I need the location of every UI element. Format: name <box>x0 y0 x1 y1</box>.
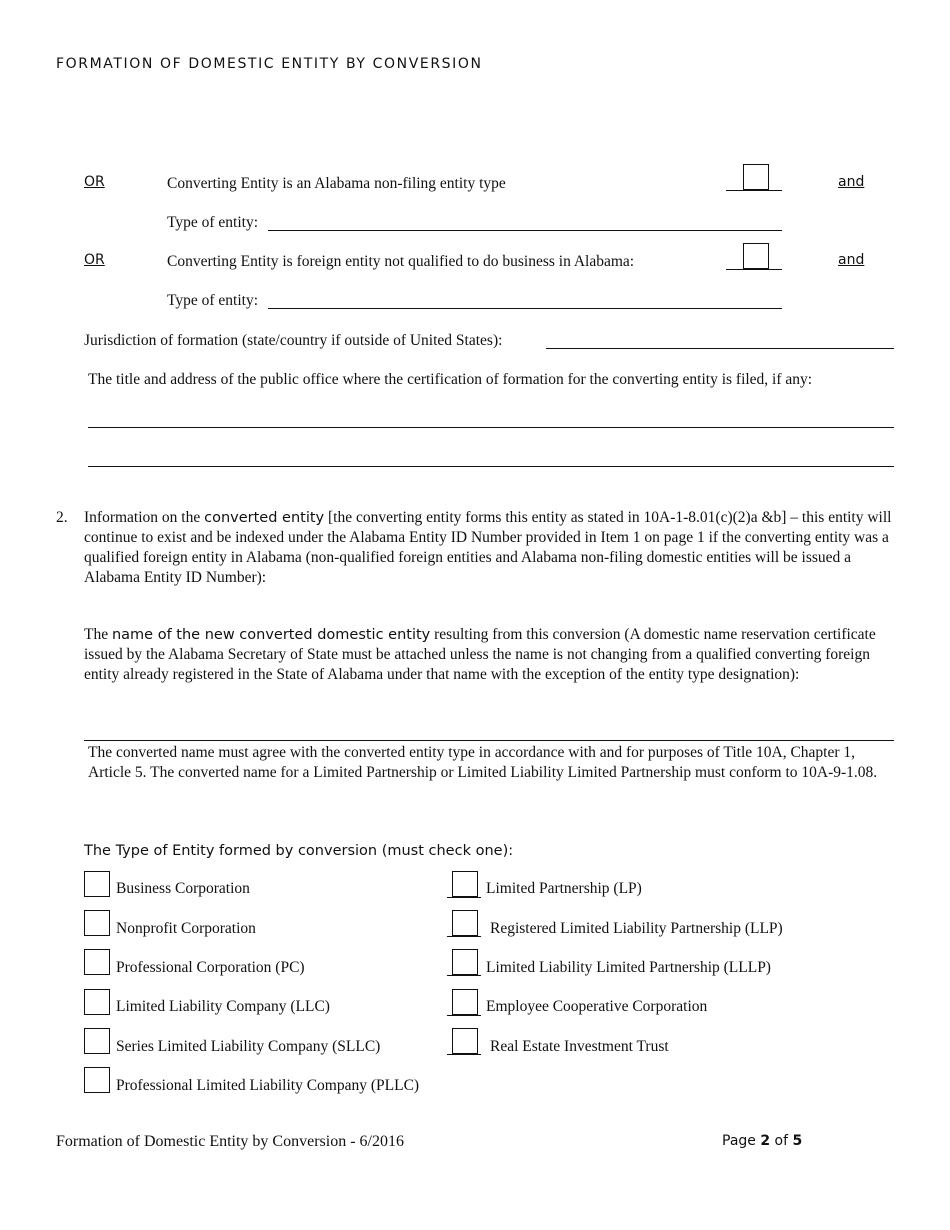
type-of-entity-field-a[interactable] <box>268 230 782 231</box>
public-office-field-line-2[interactable] <box>88 466 894 467</box>
new-name-emphasis: name of the new converted domestic entity <box>111 627 431 643</box>
lllp-checkbox-underline <box>447 975 481 976</box>
of-word: of <box>770 1133 793 1149</box>
llp-label: Registered Limited Liability Partnership (LLP) <box>490 920 783 937</box>
llc-label: Limited Liability Company (LLC) <box>116 998 330 1015</box>
converted-entity-info-paragraph <box>84 508 896 588</box>
lllp-label: Limited Liability Limited Partnership (LLLP) <box>486 959 771 976</box>
lp-checkbox-underline <box>447 897 481 898</box>
public-office-label: The title and address of the public office where the certification of formation for the converting entity is filed, if any: <box>88 371 813 388</box>
name-requirement-note: The converted name must agree with the converted entity type in accordance with and for purposes of Title 10A, Chapter 1, Article 5. The converted name for a Limited Partnership or Limited Liability Limited Partnership must conform to 10A-9-1.08. <box>88 744 878 781</box>
intro-post: [the converting entity forms this entity as stated in 10A-1-8.01(c)(2)a &b] – this entity will continue to exist and be indexed under the Alabama Entity ID Number provided in Item 1 on page 1 if the converting entity was a qualified foreign entity in Alabama (non-qualified foreign entities and Alabama non-filing domestic entities will be issued a Alabama Entity ID Number): <box>84 509 892 586</box>
entity-type-heading: The Type of Entity formed by conversion (must check one): <box>84 843 514 859</box>
business-corporation-label: Business Corporation <box>116 880 250 897</box>
sllc-label: Series Limited Liability Company (SLLC) <box>116 1038 381 1055</box>
nonprofit-corporation-label: Nonprofit Corporation <box>116 920 256 937</box>
foreign-checkbox-underline <box>726 269 782 270</box>
foreign-entity-checkbox[interactable] <box>743 243 769 269</box>
jurisdiction-field[interactable] <box>546 348 894 349</box>
or-label-a: OR <box>84 174 105 190</box>
pllc-checkbox[interactable] <box>84 1067 110 1093</box>
professional-corporation-checkbox[interactable] <box>84 949 110 975</box>
reit-label: Real Estate Investment Trust <box>490 1038 669 1055</box>
lp-label: Limited Partnership (LP) <box>486 880 642 897</box>
professional-corporation-label: Professional Corporation (PC) <box>116 959 305 976</box>
and-label-b: and <box>838 252 865 268</box>
total-pages: 5 <box>792 1133 803 1149</box>
pllc-label: Professional Limited Liability Company (PLLC) <box>116 1077 420 1094</box>
lp-checkbox[interactable] <box>452 871 478 897</box>
current-page: 2 <box>760 1133 771 1149</box>
nonprofit-corporation-checkbox[interactable] <box>84 910 110 936</box>
new-name-paragraph <box>84 625 896 685</box>
page-word: Page <box>722 1133 761 1149</box>
reit-checkbox-underline <box>447 1054 481 1055</box>
name-pre: The <box>84 626 112 643</box>
or-label-b: OR <box>84 252 105 268</box>
jurisdiction-label: Jurisdiction of formation (state/country if outside of United States): <box>84 332 503 349</box>
footer-page-number <box>722 1133 802 1149</box>
llp-checkbox[interactable] <box>452 910 478 936</box>
type-of-entity-label-b: Type of entity: <box>167 292 259 309</box>
non-filing-entity-checkbox[interactable] <box>743 164 769 190</box>
public-office-field-line-1[interactable] <box>88 427 894 428</box>
reit-checkbox[interactable] <box>452 1028 478 1054</box>
lllp-checkbox[interactable] <box>452 949 478 975</box>
foreign-entity-label: Converting Entity is foreign entity not qualified to do business in Alabama: <box>167 253 635 270</box>
non-filing-entity-label: Converting Entity is an Alabama non-filing entity type <box>167 175 506 192</box>
employee-cooperative-checkbox-underline <box>447 1015 481 1016</box>
llc-checkbox[interactable] <box>84 989 110 1015</box>
name-post: resulting from this conversion (A domestic name reservation certificate issued by the Alabama Secretary of State must be attached unless the name is not changing from a qualified converting foreign entity already registered in the State of Alabama under that name with the exception of the entity type designation): <box>84 626 876 683</box>
converted-entity-emphasis: converted entity <box>204 510 325 526</box>
section-2-number: 2. <box>56 509 68 526</box>
footer-form-title: Formation of Domestic Entity by Conversion - 6/2016 <box>56 1133 404 1150</box>
intro-pre: Information on the <box>84 509 205 526</box>
type-of-entity-field-b[interactable] <box>268 308 782 309</box>
sllc-checkbox[interactable] <box>84 1028 110 1054</box>
employee-cooperative-label: Employee Cooperative Corporation <box>486 998 708 1015</box>
and-label-a: and <box>838 174 865 190</box>
new-entity-name-field[interactable] <box>84 740 894 741</box>
type-of-entity-label-a: Type of entity: <box>167 214 259 231</box>
non-filing-checkbox-underline <box>726 190 782 191</box>
page-header-title: FORMATION OF DOMESTIC ENTITY BY CONVERSION <box>56 56 483 72</box>
business-corporation-checkbox[interactable] <box>84 871 110 897</box>
employee-cooperative-checkbox[interactable] <box>452 989 478 1015</box>
llp-checkbox-underline <box>447 936 481 937</box>
